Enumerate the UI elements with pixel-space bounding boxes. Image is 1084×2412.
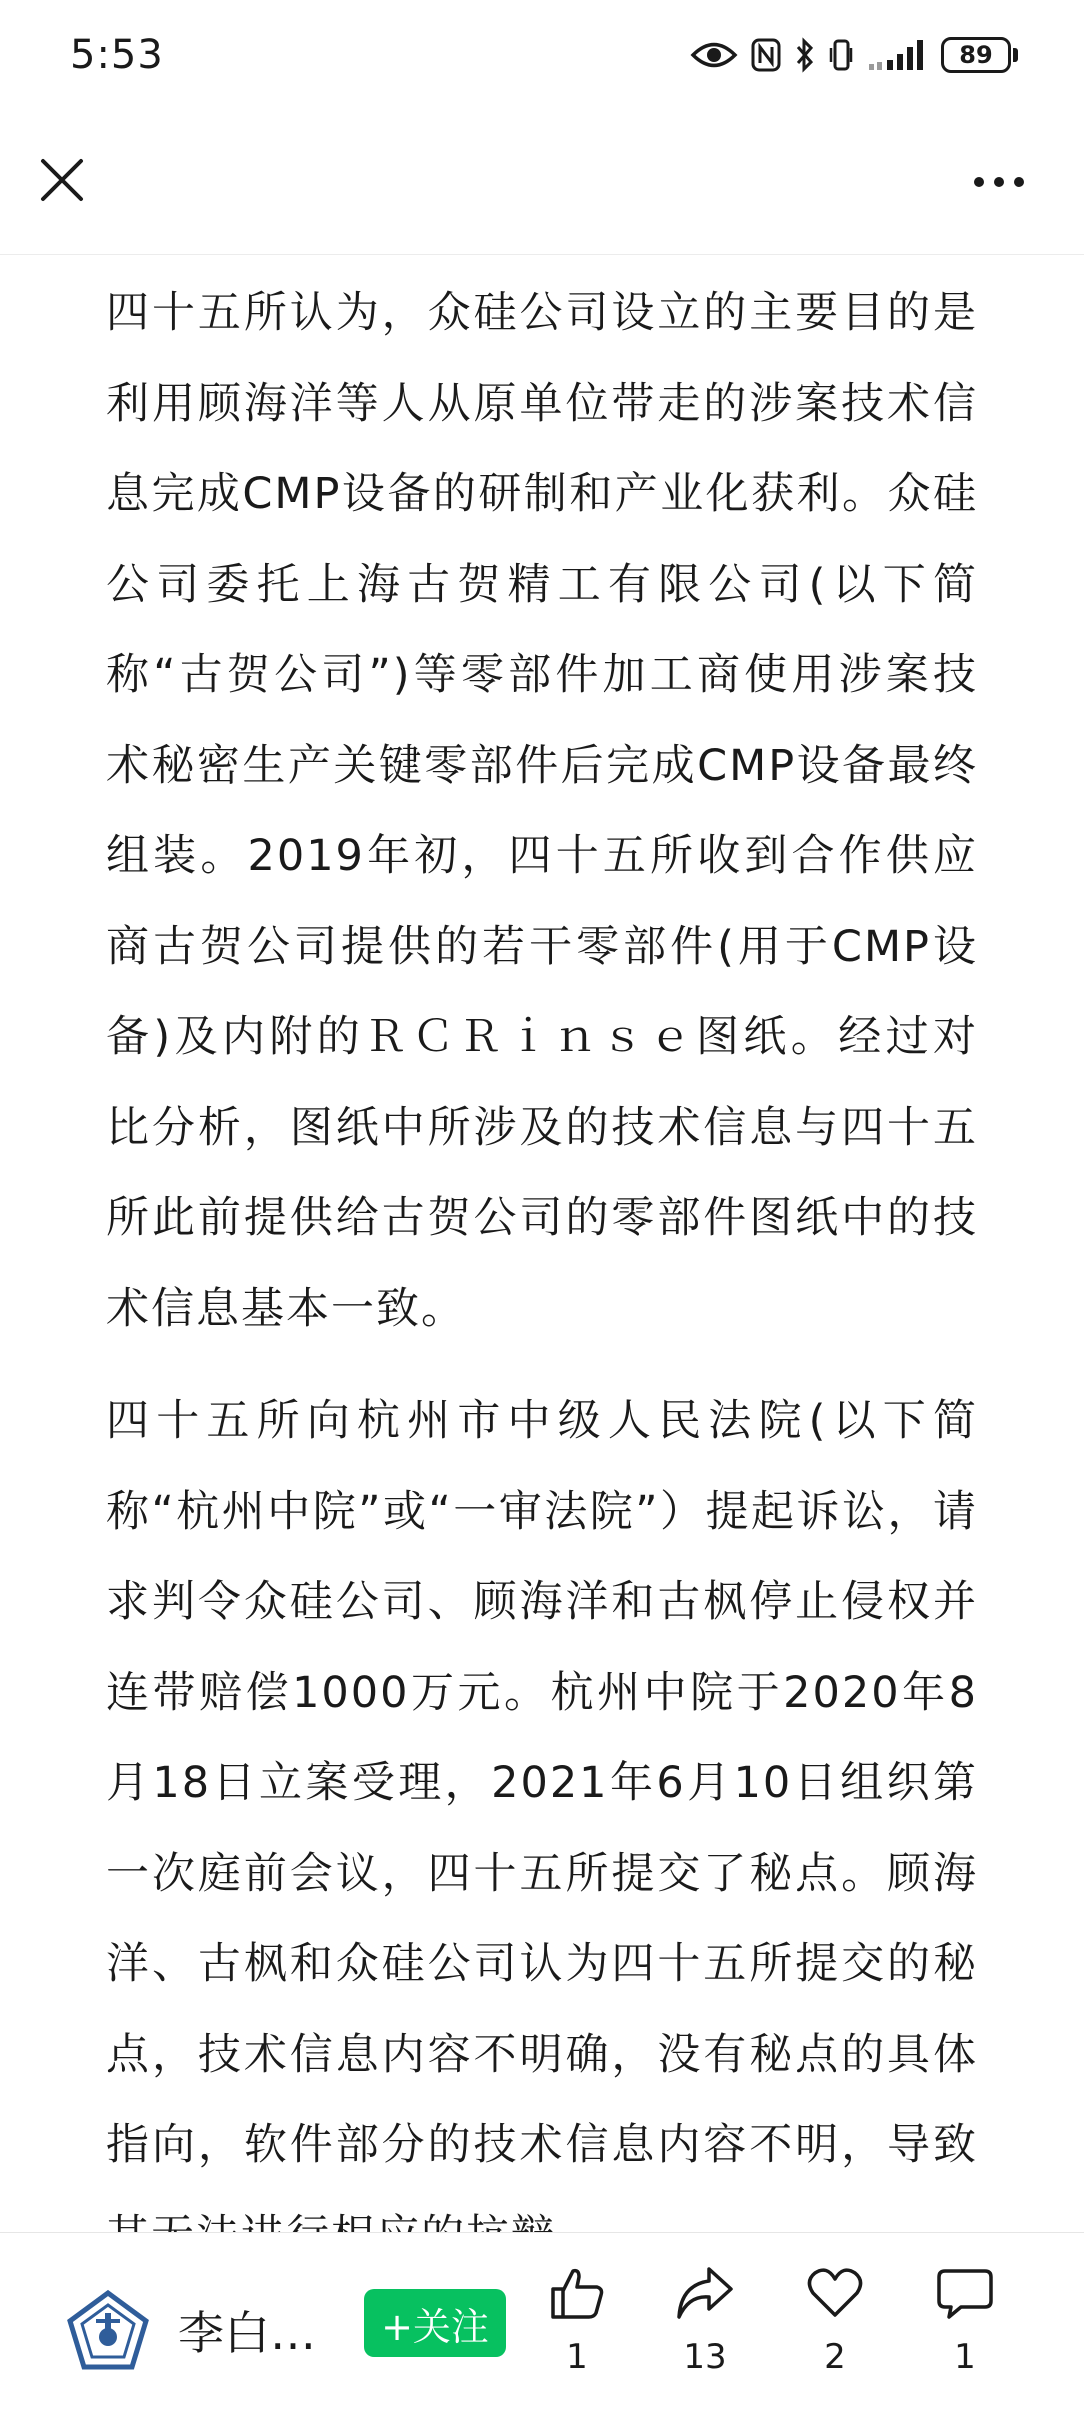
nav-bar (0, 110, 1084, 255)
status-time: 5:53 (70, 32, 164, 78)
status-bar (0, 0, 1084, 110)
emblem-icon (66, 2289, 150, 2373)
close-icon (39, 157, 85, 203)
article-paragraph: 四十五所向杭州市中级人民法院(以下简称“杭州中院”或“一审法院”）提起诉讼，请求判令众硅公司、顾海洋和古枫停止侵权并连带赔偿1000万元。杭州中院于2020年8月18日立案受理，2021年6月10日组织第一次庭前会议，四十五所提交了秘点。顾海洋、古枫和众硅公司认为四十五所提交的秘点，技术信息内容不明确，没有秘点的具体指向，软件部分的技术信息内容不明，导致 (106, 1396, 978, 2170)
article-body (106, 268, 978, 2230)
author-name[interactable]: 李白… (178, 2306, 316, 2360)
close-button[interactable] (34, 152, 90, 208)
favorite-button[interactable] (790, 2263, 880, 2403)
share-icon (675, 2263, 735, 2323)
article-paragraph: 四十五所认为，众硅公司设立的主要目的是利用顾海洋等人从原单位带走的涉案技术信息完成CMP设备的研制和产业化获利。众硅公司委托上海古贺精工有限公司(以下简称“古贺公司”)等零部件加工商使用涉案技术秘密生产关键零部件后完成CMP设备最终组装。2019年初，四十五所收到合作供应商古贺公司提供的若干零部件(用于CMP设备)及内附的ＲＣＲｉｎｓｅ图纸。经过对比分析，图纸中所涉及的技术信息与四十五所此前提供给古贺公司的零部件图纸中的技术信息基本一致。 (106, 288, 978, 1334)
favorite-count: 2 (824, 2337, 846, 2377)
share-count: 13 (683, 2337, 727, 2377)
comment-icon (935, 2263, 995, 2323)
vibrate-icon (829, 38, 853, 72)
heart-icon (805, 2263, 865, 2323)
bottom-action-bar (0, 2232, 1084, 2412)
author-avatar[interactable] (66, 2289, 150, 2373)
status-icons (691, 37, 1018, 73)
bluetooth-icon (795, 38, 815, 72)
like-count: 1 (566, 2337, 588, 2377)
comment-count: 1 (954, 2337, 976, 2377)
eye-icon (691, 40, 737, 70)
comment-button[interactable] (920, 2263, 1010, 2403)
nfc-icon (751, 38, 781, 72)
more-button[interactable] (964, 162, 1034, 202)
battery-level: 89 (941, 37, 1011, 73)
like-button[interactable] (532, 2263, 622, 2403)
share-button[interactable] (660, 2263, 750, 2403)
battery-icon (941, 37, 1018, 73)
signal-icon (867, 38, 927, 72)
thumbs-up-icon (547, 2263, 607, 2323)
follow-button[interactable]: +关注 (364, 2289, 506, 2357)
more-icon (974, 177, 984, 187)
